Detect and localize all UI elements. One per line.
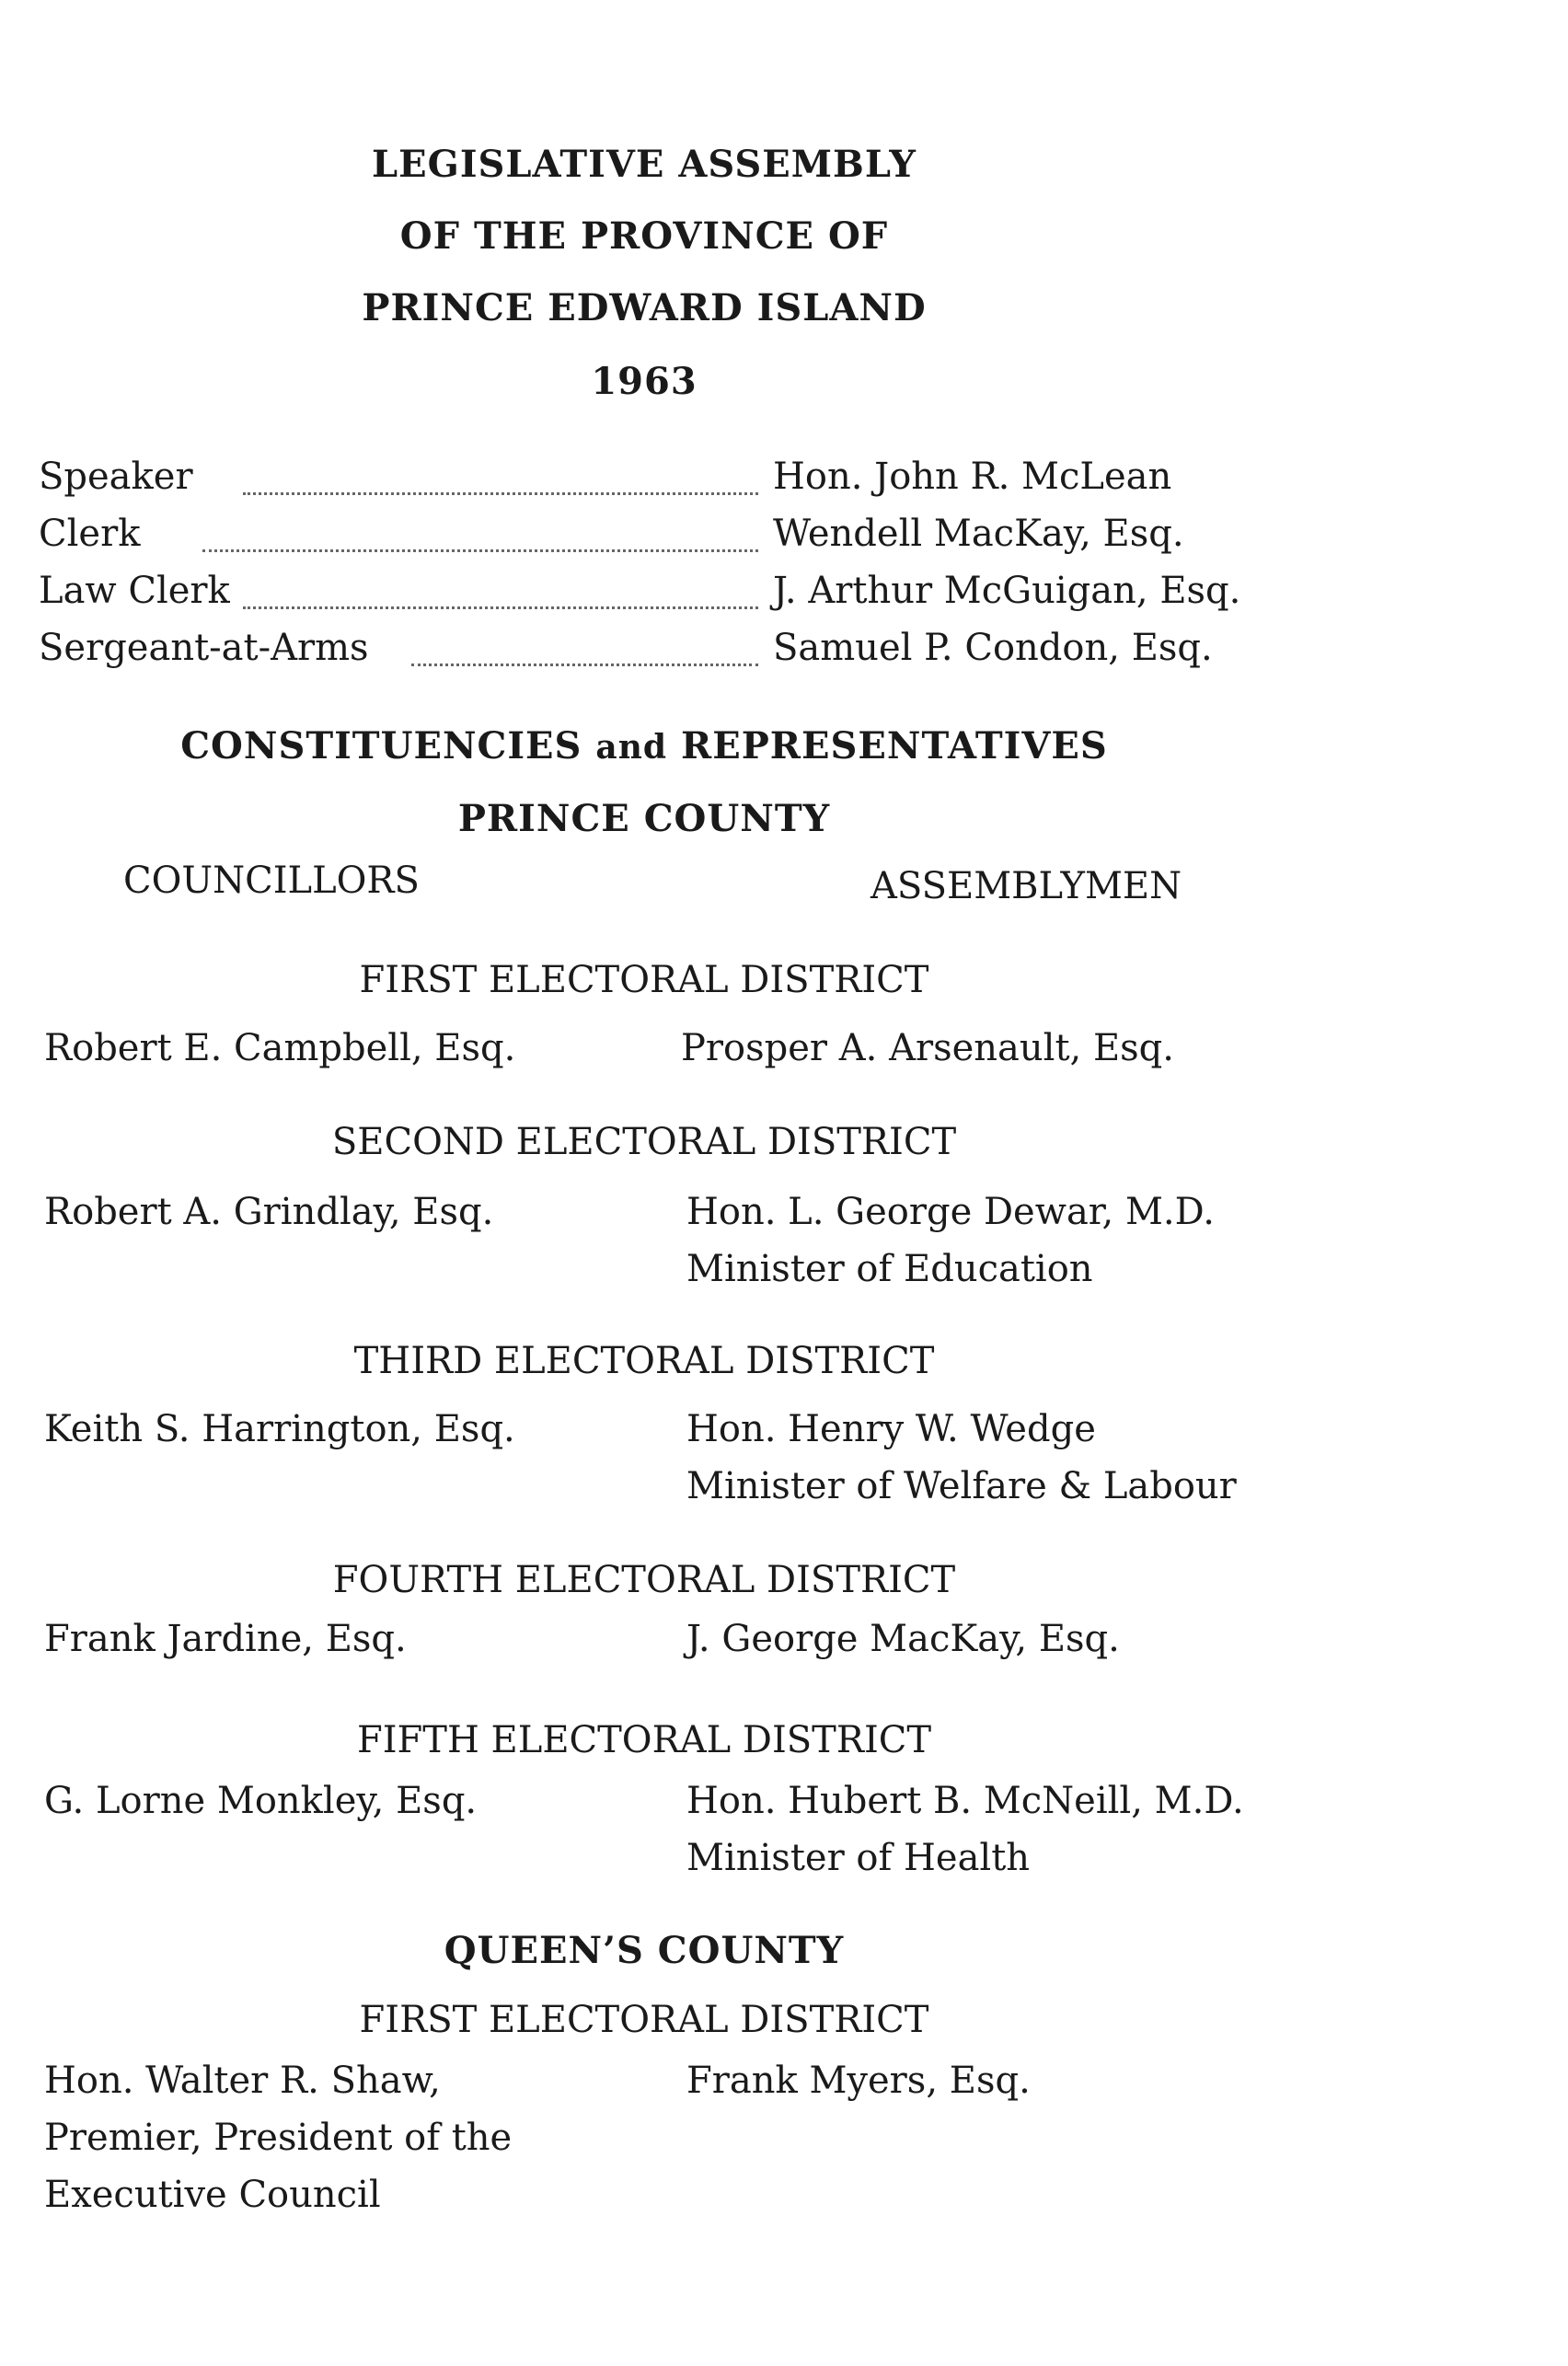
assemblyman: [686, 1772, 1244, 1887]
dot-leader: [411, 664, 758, 666]
officer-holder: J. Arthur McGuigan, Esq.: [773, 570, 1241, 612]
district-name: SECOND ELECTORAL DISTRICT: [331, 1121, 957, 1163]
councillor-line: Executive Council: [44, 2174, 381, 2216]
councillor: [44, 1401, 515, 1458]
officer-holder: Hon. John R. McLean: [773, 456, 1172, 498]
section-title-and: and: [595, 728, 668, 767]
section-title-part-2: REPRESENTATIVES: [680, 724, 1108, 768]
councillor: [44, 1772, 477, 1829]
assemblyman: [686, 1401, 1237, 1515]
heading-line-2: OF THE PROVINCE OF: [399, 214, 889, 258]
district-name: FIRST ELECTORAL DISTRICT: [359, 959, 929, 1001]
councillor: [44, 1020, 515, 1077]
assemblyman: [681, 1020, 1174, 1077]
officer-role: Speaker: [39, 456, 193, 498]
assemblyman: [686, 2052, 1031, 2109]
heading-line-3: PRINCE EDWARD ISLAND: [362, 286, 927, 329]
councillor: [44, 2052, 512, 2223]
dot-leader: [202, 549, 758, 552]
prince-county-title: PRINCE COUNTY: [457, 797, 831, 840]
assemblyman: [686, 1183, 1215, 1298]
officer-role: Sergeant-at-Arms: [39, 627, 369, 669]
councillor-line: Hon. Walter R. Shaw,: [44, 2060, 441, 2102]
assemblyman-line: Prosper A. Arsenault, Esq.: [681, 1027, 1174, 1069]
district-name: FIFTH ELECTORAL DISTRICT: [356, 1719, 932, 1761]
assemblyman-line: Minister of Health: [686, 1837, 1031, 1879]
officer-row: [39, 456, 1272, 511]
officer-holder: Samuel P. Condon, Esq.: [773, 627, 1213, 669]
assemblyman-line: Hon. Hubert B. McNeill, M.D.: [686, 1780, 1244, 1822]
councillor-line: Robert E. Campbell, Esq.: [44, 1027, 516, 1069]
heading-line-1: LEGISLATIVE ASSEMBLY: [372, 143, 917, 186]
assemblyman-line: J. George MacKay, Esq.: [686, 1618, 1120, 1660]
assemblyman-line: Frank Myers, Esq.: [686, 2060, 1031, 2102]
councillor-line: Premier, President of the: [44, 2117, 513, 2159]
section-title-part-1: CONSTITUENCIES: [180, 724, 582, 768]
officer-holder: Wendell MacKay, Esq.: [773, 513, 1184, 555]
assemblyman-line: Hon. L. George Dewar, M.D.: [686, 1191, 1215, 1233]
councillor: [44, 1610, 407, 1668]
section-title: [0, 724, 1288, 768]
officer-row: [39, 570, 1272, 625]
councillor-line: Frank Jardine, Esq.: [44, 1618, 407, 1660]
assemblyman-line: Hon. Henry W. Wedge: [686, 1408, 1096, 1450]
assemblyman-line: Minister of Welfare & Labour: [686, 1465, 1237, 1507]
queens-county-title: QUEEN’S COUNTY: [444, 1929, 845, 1972]
assemblymen-column-header: ASSEMBLYMEN: [870, 865, 1182, 907]
officer-role: Clerk: [39, 513, 141, 555]
councillor: [44, 1183, 493, 1241]
officer-role: Law Clerk: [39, 570, 230, 612]
district-name: FIRST ELECTORAL DISTRICT: [359, 1999, 929, 2041]
councillors-column-header: COUNCILLORS: [123, 860, 420, 902]
dot-leader: [243, 492, 758, 495]
officer-row: [39, 627, 1272, 682]
district-name: THIRD ELECTORAL DISTRICT: [353, 1340, 935, 1382]
assemblyman: [686, 1610, 1120, 1668]
assemblyman-line: Minister of Education: [686, 1248, 1093, 1290]
dot-leader: [243, 606, 758, 609]
councillor-line: Keith S. Harrington, Esq.: [44, 1408, 515, 1450]
officer-row: [39, 513, 1272, 568]
district-name: FOURTH ELECTORAL DISTRICT: [332, 1559, 956, 1601]
councillor-line: Robert A. Grindlay, Esq.: [44, 1191, 494, 1233]
heading-year: 1963: [591, 360, 698, 403]
councillor-line: G. Lorne Monkley, Esq.: [44, 1780, 478, 1822]
